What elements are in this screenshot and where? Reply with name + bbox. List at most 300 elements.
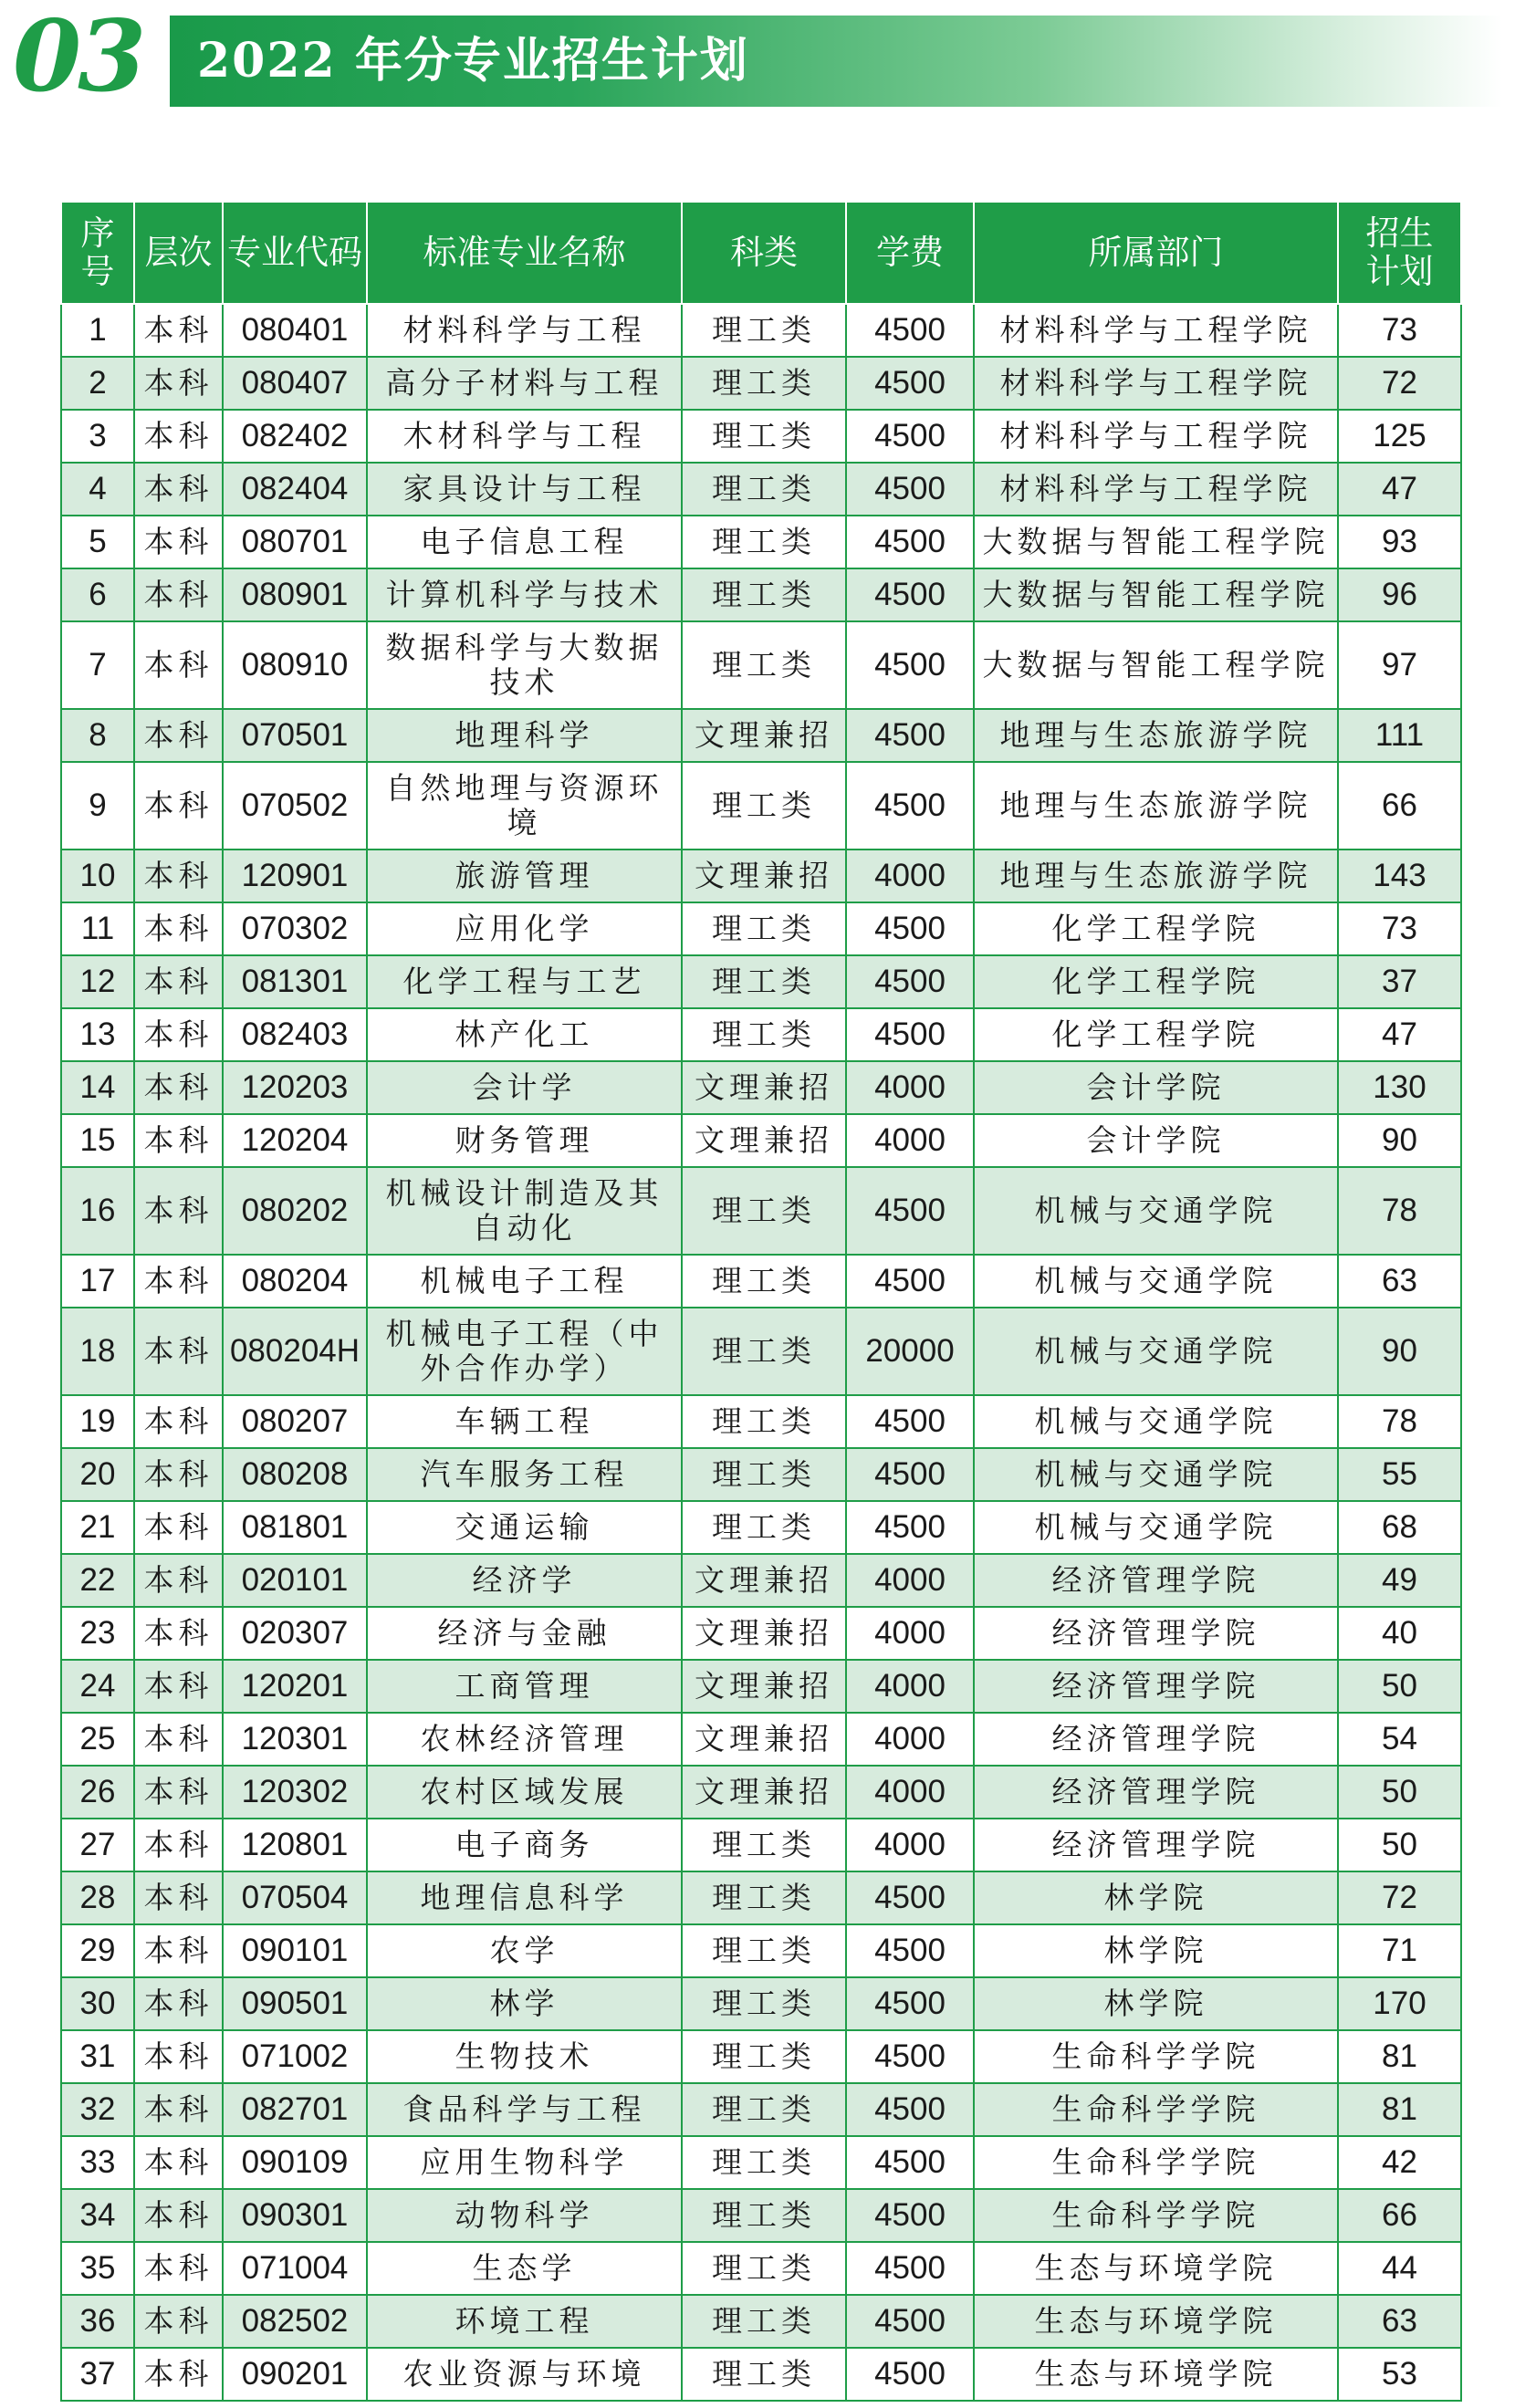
table-row: [61, 410, 1461, 463]
table-row: [61, 902, 1461, 955]
cell-name: 工商管理: [367, 1660, 682, 1713]
cell-dept: 化学工程学院: [974, 1008, 1338, 1061]
cell-dept: 生命科学学院: [974, 2189, 1338, 2242]
cell-dept: 生命科学学院: [974, 2136, 1338, 2189]
enrollment-plan-table: [60, 201, 1462, 2402]
table-row: [61, 621, 1461, 709]
cell-level: 本科: [134, 2083, 223, 2136]
cell-category: 理工类: [682, 2295, 846, 2348]
cell-category: 理工类: [682, 357, 846, 410]
cell-plan: 143: [1338, 850, 1461, 902]
cell-name: 地理信息科学: [367, 1871, 682, 1924]
cell-level: 本科: [134, 902, 223, 955]
cell-dept: 林学院: [974, 1871, 1338, 1924]
cell-level: 本科: [134, 1554, 223, 1607]
cell-name: 生态学: [367, 2242, 682, 2295]
cell-name: 农村区域发展: [367, 1766, 682, 1819]
cell-code: 082403: [223, 1008, 367, 1061]
cell-seq: 14: [61, 1061, 134, 1114]
cell-dept: 地理与生态旅游学院: [974, 762, 1338, 850]
cell-category: 理工类: [682, 304, 846, 357]
cell-code: 081301: [223, 955, 367, 1008]
table-row: [61, 762, 1461, 850]
cell-category: 文理兼招: [682, 1114, 846, 1167]
cell-dept: 林学院: [974, 1977, 1338, 2030]
cell-level: 本科: [134, 1395, 223, 1448]
cell-category: 理工类: [682, 1819, 846, 1871]
cell-plan: 93: [1338, 516, 1461, 568]
cell-category: 理工类: [682, 516, 846, 568]
cell-category: 文理兼招: [682, 1554, 846, 1607]
cell-code: 080208: [223, 1448, 367, 1501]
cell-dept: 大数据与智能工程学院: [974, 516, 1338, 568]
cell-seq: 8: [61, 709, 134, 762]
cell-level: 本科: [134, 2348, 223, 2401]
cell-plan: 42: [1338, 2136, 1461, 2189]
cell-plan: 130: [1338, 1061, 1461, 1114]
cell-seq: 36: [61, 2295, 134, 2348]
cell-plan: 44: [1338, 2242, 1461, 2295]
cell-plan: 55: [1338, 1448, 1461, 1501]
table-row: [61, 1501, 1461, 1554]
header-code: 专业代码: [223, 202, 367, 304]
cell-code: 082701: [223, 2083, 367, 2136]
cell-level: 本科: [134, 463, 223, 516]
cell-plan: 111: [1338, 709, 1461, 762]
cell-level: 本科: [134, 621, 223, 709]
cell-name: 农业资源与环境: [367, 2348, 682, 2401]
cell-name: 交通运输: [367, 1501, 682, 1554]
cell-dept: 材料科学与工程学院: [974, 304, 1338, 357]
cell-code: 090101: [223, 1924, 367, 1977]
cell-level: 本科: [134, 1501, 223, 1554]
cell-code: 080202: [223, 1167, 367, 1255]
cell-fee: 20000: [846, 1308, 974, 1395]
cell-fee: 4000: [846, 1713, 974, 1766]
cell-code: 120203: [223, 1061, 367, 1114]
cell-category: 理工类: [682, 1255, 846, 1308]
cell-level: 本科: [134, 1114, 223, 1167]
cell-fee: 4500: [846, 1008, 974, 1061]
cell-seq: 2: [61, 357, 134, 410]
cell-category: 文理兼招: [682, 1061, 846, 1114]
cell-plan: 47: [1338, 1008, 1461, 1061]
cell-category: 理工类: [682, 2348, 846, 2401]
cell-plan: 66: [1338, 762, 1461, 850]
cell-dept: 生态与环境学院: [974, 2295, 1338, 2348]
cell-dept: 经济管理学院: [974, 1660, 1338, 1713]
cell-seq: 21: [61, 1501, 134, 1554]
cell-level: 本科: [134, 1713, 223, 1766]
cell-code: 070302: [223, 902, 367, 955]
table-row: [61, 357, 1461, 410]
cell-level: 本科: [134, 1061, 223, 1114]
table-row: [61, 709, 1461, 762]
cell-fee: 4500: [846, 1924, 974, 1977]
cell-name: 木材科学与工程: [367, 410, 682, 463]
cell-fee: 4500: [846, 2295, 974, 2348]
table-row: [61, 1713, 1461, 1766]
cell-dept: 生命科学学院: [974, 2030, 1338, 2083]
cell-name: 会计学: [367, 1061, 682, 1114]
cell-plan: 66: [1338, 2189, 1461, 2242]
table-row: [61, 1766, 1461, 1819]
cell-seq: 24: [61, 1660, 134, 1713]
cell-seq: 32: [61, 2083, 134, 2136]
cell-plan: 50: [1338, 1660, 1461, 1713]
table-row: [61, 2030, 1461, 2083]
cell-category: 理工类: [682, 1167, 846, 1255]
cell-plan: 90: [1338, 1114, 1461, 1167]
cell-dept: 生命科学学院: [974, 2083, 1338, 2136]
header-seq: [61, 202, 134, 304]
cell-plan: 63: [1338, 1255, 1461, 1308]
cell-dept: 化学工程学院: [974, 955, 1338, 1008]
cell-level: 本科: [134, 2242, 223, 2295]
header-plan: [1338, 202, 1461, 304]
cell-plan: 53: [1338, 2348, 1461, 2401]
cell-seq: 16: [61, 1167, 134, 1255]
cell-code: 071002: [223, 2030, 367, 2083]
cell-fee: 4500: [846, 621, 974, 709]
cell-code: 080701: [223, 516, 367, 568]
header-seq-line1: 序号: [80, 214, 115, 291]
cell-seq: 33: [61, 2136, 134, 2189]
cell-fee: 4500: [846, 304, 974, 357]
cell-category: 理工类: [682, 463, 846, 516]
cell-seq: 12: [61, 955, 134, 1008]
table-row: [61, 1255, 1461, 1308]
header-fee: 学费: [846, 202, 974, 304]
cell-code: 020307: [223, 1607, 367, 1660]
cell-name: 生物技术: [367, 2030, 682, 2083]
cell-dept: 地理与生态旅游学院: [974, 709, 1338, 762]
cell-dept: 经济管理学院: [974, 1607, 1338, 1660]
cell-code: 081801: [223, 1501, 367, 1554]
cell-plan: 73: [1338, 902, 1461, 955]
cell-category: 文理兼招: [682, 1660, 846, 1713]
cell-dept: 生态与环境学院: [974, 2348, 1338, 2401]
cell-code: 071004: [223, 2242, 367, 2295]
cell-code: 120901: [223, 850, 367, 902]
cell-level: 本科: [134, 410, 223, 463]
cell-seq: 25: [61, 1713, 134, 1766]
cell-plan: 50: [1338, 1766, 1461, 1819]
cell-dept: 机械与交通学院: [974, 1308, 1338, 1395]
cell-fee: 4500: [846, 357, 974, 410]
cell-dept: 材料科学与工程学院: [974, 410, 1338, 463]
cell-level: 本科: [134, 2136, 223, 2189]
cell-seq: 26: [61, 1766, 134, 1819]
cell-level: 本科: [134, 1308, 223, 1395]
cell-plan: 78: [1338, 1167, 1461, 1255]
cell-code: 120301: [223, 1713, 367, 1766]
cell-seq: 34: [61, 2189, 134, 2242]
cell-seq: 6: [61, 568, 134, 621]
cell-category: 理工类: [682, 2083, 846, 2136]
cell-fee: 4500: [846, 1395, 974, 1448]
cell-category: 文理兼招: [682, 850, 846, 902]
cell-name: 机械设计制造及其自动化: [367, 1167, 682, 1255]
cell-code: 070501: [223, 709, 367, 762]
cell-dept: 化学工程学院: [974, 902, 1338, 955]
table-row: [61, 2242, 1461, 2295]
cell-name: 机械电子工程（中外合作办学）: [367, 1308, 682, 1395]
cell-name: 食品科学与工程: [367, 2083, 682, 2136]
header-plan-text: 招生计划: [1365, 214, 1434, 291]
cell-name: 机械电子工程: [367, 1255, 682, 1308]
cell-seq: 22: [61, 1554, 134, 1607]
cell-plan: 81: [1338, 2083, 1461, 2136]
cell-seq: 23: [61, 1607, 134, 1660]
table-row: [61, 1871, 1461, 1924]
cell-plan: 90: [1338, 1308, 1461, 1395]
cell-code: 082502: [223, 2295, 367, 2348]
table-row: [61, 1008, 1461, 1061]
cell-seq: 15: [61, 1114, 134, 1167]
cell-plan: 50: [1338, 1819, 1461, 1871]
table-row: [61, 2295, 1461, 2348]
cell-name: 自然地理与资源环境: [367, 762, 682, 850]
cell-name: 财务管理: [367, 1114, 682, 1167]
cell-fee: 4000: [846, 1061, 974, 1114]
cell-name: 地理科学: [367, 709, 682, 762]
cell-fee: 4000: [846, 1766, 974, 1819]
table-header-row: [61, 202, 1461, 304]
cell-seq: 37: [61, 2348, 134, 2401]
cell-seq: 5: [61, 516, 134, 568]
cell-fee: 4000: [846, 1114, 974, 1167]
cell-code: 080407: [223, 357, 367, 410]
cell-fee: 4500: [846, 568, 974, 621]
cell-category: 理工类: [682, 2242, 846, 2295]
cell-plan: 49: [1338, 1554, 1461, 1607]
table-row: [61, 1819, 1461, 1871]
cell-fee: 4500: [846, 2030, 974, 2083]
cell-name: 经济与金融: [367, 1607, 682, 1660]
cell-fee: 4000: [846, 1554, 974, 1607]
cell-category: 理工类: [682, 902, 846, 955]
cell-code: 082402: [223, 410, 367, 463]
cell-level: 本科: [134, 1448, 223, 1501]
cell-fee: 4500: [846, 2083, 974, 2136]
cell-plan: 125: [1338, 410, 1461, 463]
cell-seq: 27: [61, 1819, 134, 1871]
cell-level: 本科: [134, 516, 223, 568]
cell-level: 本科: [134, 955, 223, 1008]
cell-level: 本科: [134, 1660, 223, 1713]
cell-seq: 10: [61, 850, 134, 902]
cell-code: 120201: [223, 1660, 367, 1713]
table-row: [61, 1114, 1461, 1167]
header-category: 科类: [682, 202, 846, 304]
cell-name: 汽车服务工程: [367, 1448, 682, 1501]
cell-plan: 54: [1338, 1713, 1461, 1766]
cell-name: 车辆工程: [367, 1395, 682, 1448]
cell-name: 化学工程与工艺: [367, 955, 682, 1008]
cell-category: 理工类: [682, 2136, 846, 2189]
cell-category: 理工类: [682, 1008, 846, 1061]
table-row: [61, 2083, 1461, 2136]
cell-fee: 4500: [846, 762, 974, 850]
header-name: 标准专业名称: [367, 202, 682, 304]
cell-level: 本科: [134, 568, 223, 621]
cell-fee: 4500: [846, 2348, 974, 2401]
cell-level: 本科: [134, 1167, 223, 1255]
table-row: [61, 304, 1461, 357]
cell-seq: 9: [61, 762, 134, 850]
cell-dept: 大数据与智能工程学院: [974, 621, 1338, 709]
cell-fee: 4500: [846, 1871, 974, 1924]
cell-code: 090301: [223, 2189, 367, 2242]
cell-dept: 林学院: [974, 1924, 1338, 1977]
cell-level: 本科: [134, 1871, 223, 1924]
cell-dept: 机械与交通学院: [974, 1501, 1338, 1554]
cell-name: 材料科学与工程: [367, 304, 682, 357]
cell-dept: 会计学院: [974, 1061, 1338, 1114]
cell-seq: 11: [61, 902, 134, 955]
cell-name: 农学: [367, 1924, 682, 1977]
cell-fee: 4000: [846, 1660, 974, 1713]
cell-code: 080901: [223, 568, 367, 621]
cell-fee: 4500: [846, 1501, 974, 1554]
cell-level: 本科: [134, 2295, 223, 2348]
cell-code: 070502: [223, 762, 367, 850]
cell-name: 高分子材料与工程: [367, 357, 682, 410]
cell-level: 本科: [134, 762, 223, 850]
cell-code: 080204H: [223, 1308, 367, 1395]
cell-fee: 4500: [846, 1255, 974, 1308]
cell-name: 数据科学与大数据技术: [367, 621, 682, 709]
cell-fee: 4500: [846, 902, 974, 955]
cell-plan: 37: [1338, 955, 1461, 1008]
cell-category: 理工类: [682, 621, 846, 709]
cell-name: 经济学: [367, 1554, 682, 1607]
cell-code: 090109: [223, 2136, 367, 2189]
cell-code: 020101: [223, 1554, 367, 1607]
cell-seq: 28: [61, 1871, 134, 1924]
table-row: [61, 463, 1461, 516]
cell-fee: 4500: [846, 709, 974, 762]
cell-category: 文理兼招: [682, 1713, 846, 1766]
cell-plan: 68: [1338, 1501, 1461, 1554]
cell-seq: 3: [61, 410, 134, 463]
cell-level: 本科: [134, 1255, 223, 1308]
cell-name: 旅游管理: [367, 850, 682, 902]
table-row: [61, 1395, 1461, 1448]
cell-level: 本科: [134, 850, 223, 902]
table-row: [61, 1924, 1461, 1977]
cell-category: 理工类: [682, 2189, 846, 2242]
cell-seq: 20: [61, 1448, 134, 1501]
table-row: [61, 2189, 1461, 2242]
cell-name: 动物科学: [367, 2189, 682, 2242]
cell-dept: 地理与生态旅游学院: [974, 850, 1338, 902]
cell-code: 090501: [223, 1977, 367, 2030]
cell-plan: 72: [1338, 1871, 1461, 1924]
cell-plan: 78: [1338, 1395, 1461, 1448]
cell-plan: 72: [1338, 357, 1461, 410]
cell-level: 本科: [134, 304, 223, 357]
cell-name: 林产化工: [367, 1008, 682, 1061]
cell-fee: 4500: [846, 516, 974, 568]
cell-dept: 会计学院: [974, 1114, 1338, 1167]
cell-level: 本科: [134, 2030, 223, 2083]
cell-level: 本科: [134, 357, 223, 410]
cell-dept: 经济管理学院: [974, 1554, 1338, 1607]
cell-seq: 4: [61, 463, 134, 516]
cell-code: 090201: [223, 2348, 367, 2401]
table-row: [61, 1061, 1461, 1114]
table-row: [61, 1660, 1461, 1713]
cell-category: 理工类: [682, 1924, 846, 1977]
cell-dept: 机械与交通学院: [974, 1255, 1338, 1308]
cell-plan: 63: [1338, 2295, 1461, 2348]
table-row: [61, 1308, 1461, 1395]
cell-category: 文理兼招: [682, 709, 846, 762]
cell-fee: 4500: [846, 2189, 974, 2242]
cell-name: 计算机科学与技术: [367, 568, 682, 621]
header-dept: 所属部门: [974, 202, 1338, 304]
cell-name: 应用化学: [367, 902, 682, 955]
cell-code: 080910: [223, 621, 367, 709]
cell-seq: 13: [61, 1008, 134, 1061]
cell-fee: 4500: [846, 1977, 974, 2030]
cell-category: 文理兼招: [682, 1766, 846, 1819]
cell-fee: 4500: [846, 1167, 974, 1255]
header-level: 层次: [134, 202, 223, 304]
cell-seq: 19: [61, 1395, 134, 1448]
cell-plan: 96: [1338, 568, 1461, 621]
cell-name: 环境工程: [367, 2295, 682, 2348]
cell-code: 080401: [223, 304, 367, 357]
cell-category: 理工类: [682, 1395, 846, 1448]
cell-category: 理工类: [682, 2030, 846, 2083]
table-row: [61, 850, 1461, 902]
cell-level: 本科: [134, 1607, 223, 1660]
cell-category: 理工类: [682, 1448, 846, 1501]
cell-code: 082404: [223, 463, 367, 516]
cell-plan: 81: [1338, 2030, 1461, 2083]
cell-category: 理工类: [682, 1308, 846, 1395]
cell-category: 理工类: [682, 955, 846, 1008]
cell-dept: 经济管理学院: [974, 1713, 1338, 1766]
cell-name: 电子信息工程: [367, 516, 682, 568]
cell-dept: 生态与环境学院: [974, 2242, 1338, 2295]
cell-code: 120302: [223, 1766, 367, 1819]
cell-seq: 35: [61, 2242, 134, 2295]
cell-seq: 29: [61, 1924, 134, 1977]
cell-fee: 4500: [846, 463, 974, 516]
cell-level: 本科: [134, 1819, 223, 1871]
table-row: [61, 1607, 1461, 1660]
cell-dept: 经济管理学院: [974, 1766, 1338, 1819]
cell-seq: 18: [61, 1308, 134, 1395]
cell-code: 070504: [223, 1871, 367, 1924]
cell-code: 080204: [223, 1255, 367, 1308]
table-row: [61, 516, 1461, 568]
cell-plan: 170: [1338, 1977, 1461, 2030]
cell-category: 理工类: [682, 410, 846, 463]
cell-category: 文理兼招: [682, 1607, 846, 1660]
cell-name: 农林经济管理: [367, 1713, 682, 1766]
cell-fee: 4000: [846, 1607, 974, 1660]
cell-plan: 73: [1338, 304, 1461, 357]
cell-seq: 7: [61, 621, 134, 709]
section-number: 03: [13, 0, 143, 114]
cell-dept: 材料科学与工程学院: [974, 357, 1338, 410]
table-row: [61, 1977, 1461, 2030]
